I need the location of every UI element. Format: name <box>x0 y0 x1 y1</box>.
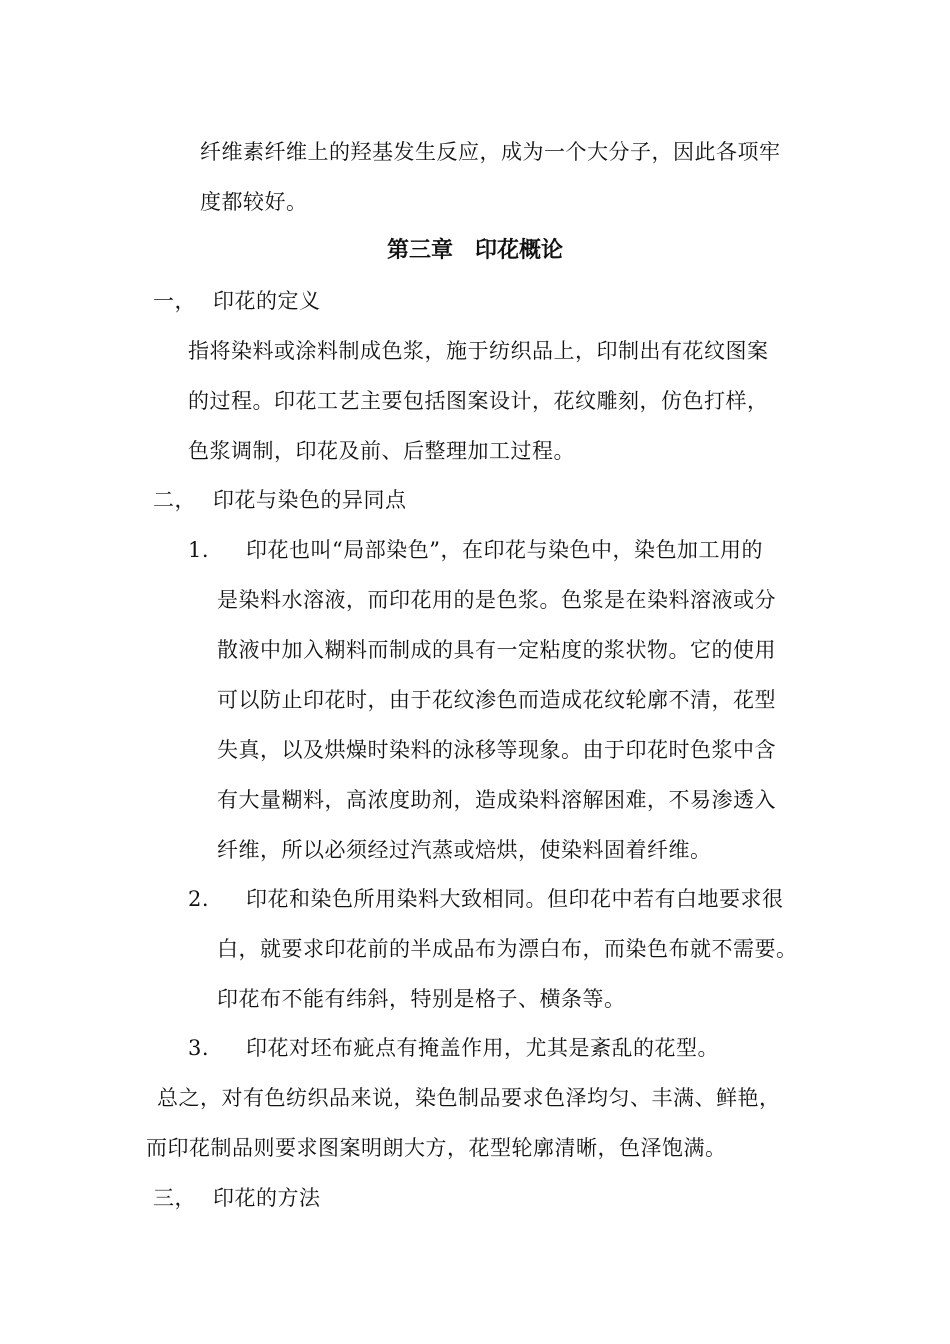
item-2-line: 印花布不能有纬斜，特别是格子、横条等。 <box>217 987 626 1011</box>
section-1-body-line: 的过程。印花工艺主要包括图案设计，花纹雕刻，仿色打样， <box>188 389 769 413</box>
item-1-line: 有大量糊料，高浓度助剂，造成染料溶解困难，不易渗透入 <box>217 788 776 812</box>
chapter-title: 第三章 印花概论 <box>386 238 563 263</box>
item-1-line: 失真，以及烘燥时染料的泳移等现象。由于印花时色浆中含 <box>217 738 776 762</box>
section-1-number: 一， <box>153 289 196 313</box>
summary-line: 总之，对有色纺织品来说，染色制品要求色泽均匀、丰满、鲜艳， <box>157 1086 781 1110</box>
section-2-title: 印花与染色的异同点 <box>213 488 407 512</box>
continuation-line-1: 纤维素纤维上的羟基发生反应，成为一个大分子，因此各项牢 <box>200 140 781 164</box>
section-1-title: 印花的定义 <box>213 289 321 313</box>
section-3-title: 印花的方法 <box>213 1186 321 1210</box>
section-3-heading <box>153 1184 321 1212</box>
section-1-body-line: 指将染料或涂料制成色浆，施于纺织品上，印制出有花纹图案 <box>188 339 769 363</box>
item-2-line: 白，就要求印花前的半成品布为漂白布，而染色布就不需要。 <box>217 937 798 961</box>
item-2-number: 2. <box>188 887 210 911</box>
item-3-number: 3. <box>188 1036 210 1060</box>
item-2-first-line <box>188 885 784 913</box>
item-1-line: 散液中加入糊料而制成的具有一定粘度的浆状物。它的使用 <box>217 638 776 662</box>
section-1-heading <box>153 287 321 315</box>
item-1-text: 印花也叫“局部染色”，在印花与染色中，染色加工用的 <box>246 538 763 562</box>
item-1-line: 纤维，所以必须经过汽蒸或焙烘，使染料固着纤维。 <box>217 838 712 862</box>
item-1-number: 1. <box>188 538 210 562</box>
item-1-line: 是染料水溶液，而印花用的是色浆。色浆是在染料溶液或分 <box>217 588 776 612</box>
item-2-text: 印花和染色所用染料大致相同。但印花中若有白地要求很 <box>246 887 784 911</box>
summary-line: 而印花制品则要求图案明朗大方，花型轮廓清晰，色泽饱满。 <box>146 1136 727 1160</box>
section-2-heading <box>153 486 407 514</box>
section-1-body-line: 色浆调制，印花及前、后整理加工过程。 <box>188 439 575 463</box>
item-3-first-line <box>188 1034 719 1062</box>
section-2-number: 二， <box>153 488 196 512</box>
continuation-line-2: 度都较好。 <box>200 190 308 214</box>
item-3-text: 印花对坯布疵点有掩盖作用，尤其是紊乱的花型。 <box>246 1036 719 1060</box>
item-1-line: 可以防止印花时，由于花纹渗色而造成花纹轮廓不清，花型 <box>217 688 776 712</box>
section-3-number: 三， <box>153 1186 196 1210</box>
item-1-first-line <box>188 536 763 564</box>
